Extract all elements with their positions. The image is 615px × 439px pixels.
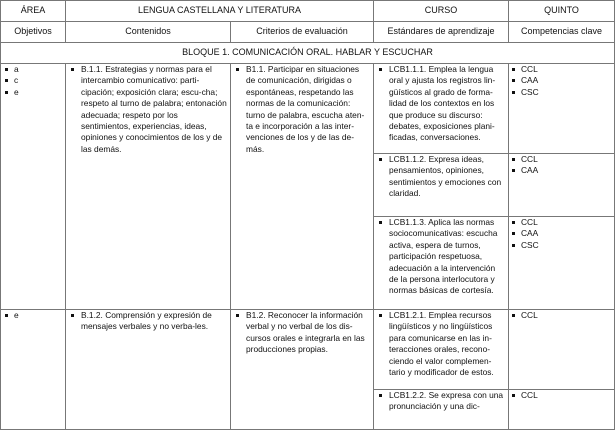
block-title-row	[1, 43, 615, 64]
competencies-cell	[509, 310, 615, 390]
standard-cell	[374, 154, 509, 217]
col-header-objectives: Objetivos	[1, 22, 66, 43]
competency-item: CCL	[509, 64, 614, 75]
standard-text: LCB1.1.1. Emplea la lengua oral y ajusta los registros lin-güísticos al grado de forma-lidad de los contextos en los que produce su discurso: debates, exposiciones plani-ficadas, conversaciones.	[374, 64, 508, 144]
area-value: LENGUA CASTELLANA Y LITERATURA	[66, 1, 374, 22]
competencies-list	[509, 217, 614, 251]
objectives-cell	[1, 310, 66, 430]
criteria-text: B1.1. Participar en situaciones de comunicación, dirigidas o espontáneas, respetando las normas de la comunicación: turno de palabra, escucha aten-ta e incorporación a las inter-venciones de los y de las de-más.	[231, 64, 373, 155]
competencies-cell	[509, 390, 615, 430]
content-text: B.1.2. Comprensión y expresión de mensajes verbales y no verba-les.	[66, 310, 230, 333]
objective-item: e	[1, 87, 65, 98]
competency-item: CSC	[509, 240, 614, 251]
competencies-cell	[509, 154, 615, 217]
table-row	[1, 310, 615, 390]
header-row	[1, 1, 615, 22]
competencies-cell	[509, 217, 615, 310]
standard-cell	[374, 217, 509, 310]
standard-cell	[374, 390, 509, 430]
competency-item: CCL	[509, 310, 614, 321]
col-header-criteria: Criterios de evaluación	[231, 22, 374, 43]
competencies-list	[509, 64, 614, 98]
objective-item: c	[1, 75, 65, 86]
course-value: QUINTO	[509, 1, 615, 22]
competency-item: CCL	[509, 217, 614, 228]
competency-item: CCL	[509, 390, 614, 401]
objective-item: e	[1, 310, 65, 321]
column-header-row	[1, 22, 615, 43]
course-label: CURSO	[374, 1, 509, 22]
objective-item: a	[1, 64, 65, 75]
competency-item: CSC	[509, 87, 614, 98]
competencies-cell	[509, 64, 615, 154]
competency-item: CAA	[509, 75, 614, 86]
objectives-cell	[1, 64, 66, 310]
standard-text: LCB1.2.2. Se expresa con una pronunciación y una dic-	[374, 390, 508, 413]
criteria-text: B1.2. Reconocer la información verbal y no verbal de los dis-cursos orales e integrarla en las producciones propias.	[231, 310, 373, 356]
col-header-standards: Estándares de aprendizaje	[374, 22, 509, 43]
table-row	[1, 64, 615, 154]
competencies-list	[509, 310, 614, 321]
standard-cell	[374, 310, 509, 390]
standard-cell	[374, 64, 509, 154]
competencies-list	[509, 390, 614, 401]
content-cell	[66, 64, 231, 310]
standard-text: LCB1.1.3. Aplica las normas sociocomunicativas: escucha activa, espera de turnos, participación respetuosa, adecuación a la intervención de la persona interlocutora y normas básicas de cortesía.	[374, 217, 508, 297]
criteria-cell	[231, 310, 374, 430]
col-header-competencies: Competencias clave	[509, 22, 615, 43]
block-title: BLOQUE 1. COMUNICACIÓN ORAL. HABLAR Y ESCUCHAR	[1, 43, 615, 64]
criteria-cell	[231, 64, 374, 310]
objectives-list	[1, 64, 65, 98]
content-text: B.1.1. Estrategias y normas para el intercambio comunicativo: parti-cipación; exposición clara; escu-cha; respeto al turno de palabra; entonación adecuada; respeto por los sentimientos, experiencias, ideas, opiniones y conocimientos de los y de las demás.	[66, 64, 230, 155]
standard-text: LCB1.1.2. Expresa ideas, pensamientos, opiniones, sentimientos y emociones con claridad.	[374, 154, 508, 200]
competency-item: CAA	[509, 228, 614, 239]
content-cell	[66, 310, 231, 430]
col-header-contents: Contenidos	[66, 22, 231, 43]
standard-text: LCB1.2.1. Emplea recursos lingüísticos y no lingüísticos para comunicarse en las in-teracciones orales, recono-ciendo el valor complemen-tario y modificador de estos.	[374, 310, 508, 378]
competency-item: CCL	[509, 154, 614, 165]
competency-item: CAA	[509, 165, 614, 176]
area-label: ÁREA	[1, 1, 66, 22]
competencies-list	[509, 154, 614, 177]
objectives-list	[1, 310, 65, 321]
